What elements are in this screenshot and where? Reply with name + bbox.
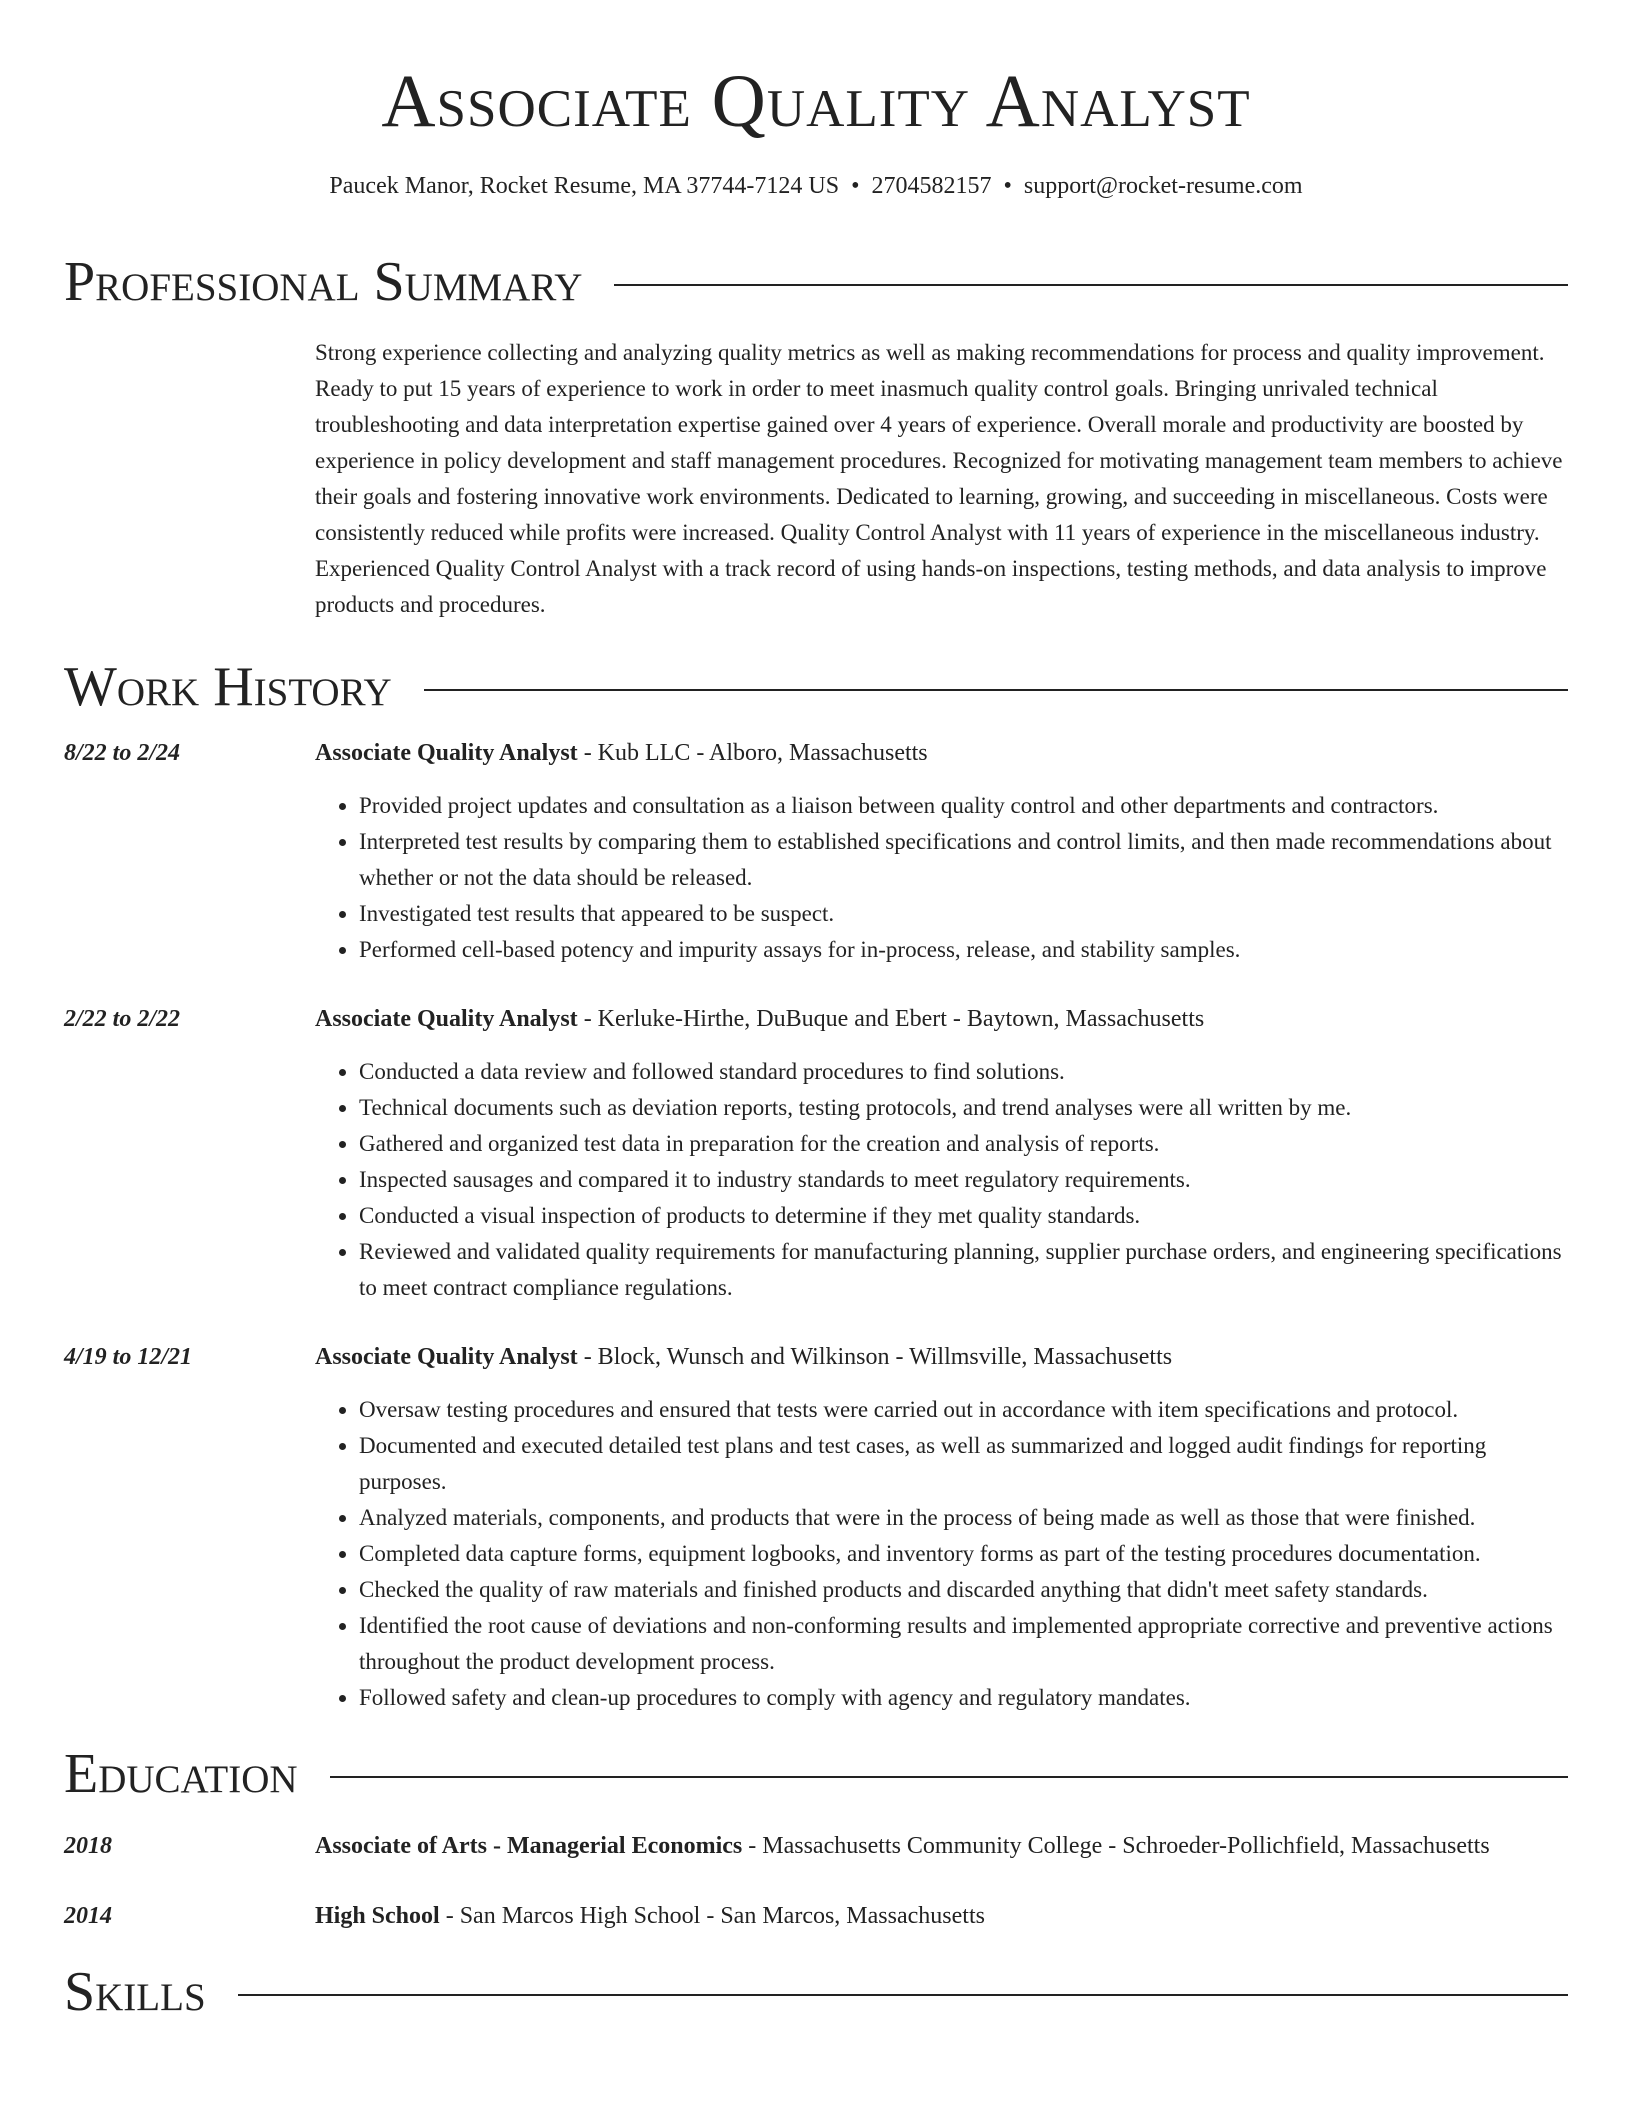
section-divider <box>614 284 1568 286</box>
work-bullets <box>315 1392 1568 1716</box>
job-title: Associate Quality Analyst <box>315 1343 578 1370</box>
summary-text: Strong experience collecting and analyzing quality metrics as well as making recommendations for process and quality improvement. Ready to put 15 years of experience to work in order to meet inasmuch quality control goals. Bringing unrivaled technical troubleshooting and data interpretation expertise gained over 4 years of experience. Overall morale and productivity are boosted by experience in policy development and staff management procedures. Recognized for motivating management team members to achieve their goals and fostering innovative work environments. Dedicated to learning, growing, and succeeding in miscellaneous. Costs were consistently reduced while profits were increased. Quality Control Analyst with 11 years of experience in the miscellaneous industry. Experienced Quality Control Analyst with a track record of using hands-on inspections, testing methods, and data analysis to improve products and procedures. <box>315 339 1563 617</box>
education-details: - San Marcos High School - San Marcos, Massachusetts <box>439 1902 985 1929</box>
degree-title: High School <box>315 1902 440 1929</box>
work-bullet: • Checked the quality of raw materials and finished products and discarded anything that didn't meet safety standards. <box>359 1572 1568 1608</box>
work-bullet: • Oversaw testing procedures and ensured that tests were carried out in accordance with item specifications and protocol. <box>359 1392 1568 1428</box>
work-bullets <box>315 788 1568 968</box>
job-title: Associate Quality Analyst <box>315 1005 578 1032</box>
work-date: 8/22 to 2/24 <box>64 739 181 766</box>
job-details: - Kub LLC - Alboro, Massachusetts <box>577 739 928 766</box>
education-entry <box>64 1898 1568 1934</box>
work-bullet: • Identified the root cause of deviations and non-conforming results and implemented appropriate corrective and preventive actions throughout the product development process. <box>359 1608 1568 1680</box>
work-content <box>315 735 1568 968</box>
work-content <box>315 1339 1568 1716</box>
education-section-heading <box>64 1742 1568 1805</box>
contact-separator: • <box>1003 173 1012 199</box>
job-details: - Block, Wunsch and Wilkinson - Willmsville, Massachusetts <box>577 1343 1173 1370</box>
work-heading-text: Work History <box>64 655 392 718</box>
work-bullet: • Documented and executed detailed test plans and test cases, as well as summarized and logged audit findings for reporting purposes. <box>359 1428 1568 1500</box>
work-bullet: • Reviewed and validated quality requirements for manufacturing planning, supplier purchase orders, and engineering specifications to meet contract compliance regulations. <box>359 1234 1568 1306</box>
work-bullet: • Conducted a data review and followed standard procedures to find solutions. <box>359 1054 1568 1090</box>
work-date: 4/19 to 12/21 <box>64 1343 193 1370</box>
contact-email: support@rocket-resume.com <box>1023 173 1303 199</box>
job-details: - Kerluke-Hirthe, DuBuque and Ebert - Baytown, Massachusetts <box>577 1005 1205 1032</box>
work-title-line <box>315 1001 1568 1037</box>
education-details: - Massachusetts Community College - Schroeder-Pollichfield, Massachusetts <box>742 1832 1490 1859</box>
work-bullet: • Completed data capture forms, equipment logbooks, and inventory forms as part of the testing procedures documentation. <box>359 1536 1568 1572</box>
summary-section-heading <box>64 250 1568 313</box>
work-section-heading <box>64 655 1568 718</box>
work-title-line <box>315 735 1568 771</box>
education-content <box>315 1898 1568 1934</box>
work-bullet: • Conducted a visual inspection of products to determine if they met quality standards. <box>359 1198 1568 1234</box>
work-bullet: • Gathered and organized test data in preparation for the creation and analysis of reports. <box>359 1126 1568 1162</box>
resume-name: Associate Quality Analyst <box>381 60 1251 143</box>
education-entry <box>64 1828 1568 1864</box>
work-bullets <box>315 1054 1568 1306</box>
work-bullet: • Inspected sausages and compared it to industry standards to meet regulatory requirements. <box>359 1162 1568 1198</box>
work-bullet: • Provided project updates and consultation as a liaison between quality control and other departments and contractors. <box>359 788 1568 824</box>
work-bullet: • Followed safety and clean-up procedures to comply with agency and regulatory mandates. <box>359 1680 1568 1716</box>
work-bullet: • Performed cell-based potency and impurity assays for in-process, release, and stability samples. <box>359 932 1568 968</box>
resume-page <box>64 0 1568 2023</box>
work-entry <box>64 1001 1568 1306</box>
contact-phone: 2704582157 <box>871 173 992 199</box>
section-divider <box>424 689 1568 691</box>
section-divider <box>238 1994 1568 1996</box>
work-bullet: • Technical documents such as deviation reports, testing protocols, and trend analyses were all written by me. <box>359 1090 1568 1126</box>
section-divider <box>330 1776 1568 1778</box>
education-heading-text: Education <box>64 1742 298 1805</box>
work-bullet: • Investigated test results that appeared to be suspect. <box>359 896 1568 932</box>
degree-title: Associate of Arts - Managerial Economics <box>315 1832 743 1859</box>
education-content <box>315 1828 1568 1864</box>
skills-heading-text: Skills <box>64 1960 206 2023</box>
work-title-line <box>315 1339 1568 1375</box>
education-date: 2014 <box>64 1902 112 1929</box>
work-entry <box>64 1339 1568 1716</box>
work-entry <box>64 735 1568 968</box>
work-date: 2/22 to 2/22 <box>64 1005 181 1032</box>
work-bullet: • Interpreted test results by comparing them to established specifications and control limits, and then made recommendations about whether or not the data should be released. <box>359 824 1568 896</box>
skills-section-heading <box>64 1960 1568 2023</box>
summary-heading-text: Professional Summary <box>64 250 583 313</box>
contact-line <box>64 172 1568 201</box>
education-date: 2018 <box>64 1832 112 1859</box>
contact-separator: • <box>851 173 860 199</box>
work-bullet: • Analyzed materials, components, and products that were in the process of being made as well as those that were finished. <box>359 1500 1568 1536</box>
work-content <box>315 1001 1568 1306</box>
job-title: Associate Quality Analyst <box>315 739 578 766</box>
contact-address: Paucek Manor, Rocket Resume, MA 37744-7124 US <box>329 173 840 199</box>
